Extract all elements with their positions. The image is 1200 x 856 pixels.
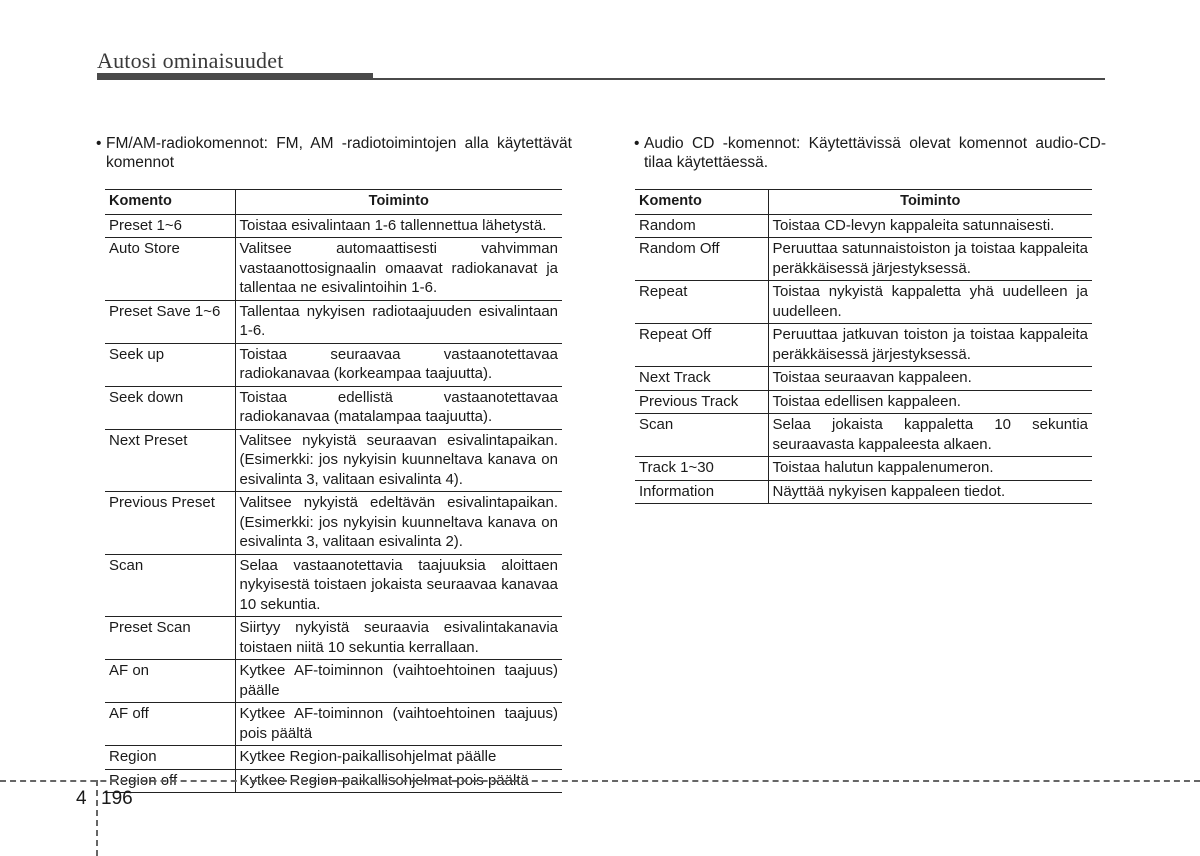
function-cell: Peruuttaa satunnaistoiston ja toistaa kappaleita peräkkäisessä järjestyksessä. xyxy=(768,238,1092,281)
command-cell: Next Track xyxy=(635,367,768,391)
fm-am-intro xyxy=(96,134,572,172)
table-row xyxy=(635,414,1092,457)
command-cell: Preset Scan xyxy=(105,617,235,660)
table-row xyxy=(635,238,1092,281)
function-cell: Kytkee AF-toiminnon (vaihtoehtoinen taajuus) pois päältä xyxy=(235,703,562,746)
header-rule-thick xyxy=(97,73,373,80)
command-cell: Repeat xyxy=(635,281,768,324)
command-cell: Preset 1~6 xyxy=(105,214,235,238)
chapter-number: 4 xyxy=(76,788,87,809)
function-cell: Valitsee nykyistä edeltävän esivalintapaikan. (Esimerkki: jos nykyisin kuunneltava kanava on esivalinta 3, valitaan esivalinta 2). xyxy=(235,492,562,555)
audio-cd-intro xyxy=(634,134,1106,172)
table-row xyxy=(105,617,562,660)
command-cell: Random Off xyxy=(635,238,768,281)
function-cell: Peruuttaa jatkuvan toiston ja toistaa kappaleita peräkkäisessä järjestyksessä. xyxy=(768,324,1092,367)
audio-cd-intro-text: Audio CD -komennot: Käytettävissä olevat komennot audio-CD-tilaa käytettäessä. xyxy=(644,135,1106,171)
command-cell: Preset Save 1~6 xyxy=(105,300,235,343)
command-cell: Information xyxy=(635,480,768,504)
command-cell: Random xyxy=(635,214,768,238)
command-cell: Scan xyxy=(105,554,235,617)
table-row xyxy=(105,386,562,429)
command-cell: Next Preset xyxy=(105,429,235,492)
command-cell: Seek down xyxy=(105,386,235,429)
column-header-command: Komento xyxy=(105,190,235,215)
function-cell: Selaa vastaanotettavia taajuuksia aloittaen nykyisestä toistaen jokaista seuraavaa kanavaa 10 sekuntia. xyxy=(235,554,562,617)
table-row xyxy=(105,492,562,555)
table-row xyxy=(105,214,562,238)
table-row xyxy=(105,343,562,386)
command-cell: AF on xyxy=(105,660,235,703)
function-cell: Selaa jokaista kappaletta 10 sekuntia seuraavasta kappaleesta alkaen. xyxy=(768,414,1092,457)
command-cell: Auto Store xyxy=(105,238,235,301)
table-row xyxy=(105,746,562,770)
command-cell: Repeat Off xyxy=(635,324,768,367)
column-header-function: Toiminto xyxy=(768,190,1092,215)
bullet-icon: • xyxy=(96,135,102,152)
fm-am-intro-text: FM/AM-radiokomennot: FM, AM -radiotoimintojen alla käytettävät komennot xyxy=(106,135,572,171)
table-row xyxy=(105,703,562,746)
table-row xyxy=(105,300,562,343)
command-cell: Seek up xyxy=(105,343,235,386)
function-cell: Toistaa seuraavaa vastaanotettavaa radiokanavaa (korkeampaa taajuutta). xyxy=(235,343,562,386)
table-row xyxy=(635,390,1092,414)
function-cell: Valitsee automaattisesti vahvimman vastaanottosignaalin omaavat radiokanavat ja tallentaa ne esivalintoihin 1-6. xyxy=(235,238,562,301)
function-cell: Toistaa edellistä vastaanotettavaa radiokanavaa (matalampaa taajuutta). xyxy=(235,386,562,429)
command-cell: Previous Track xyxy=(635,390,768,414)
command-cell: Track 1~30 xyxy=(635,457,768,481)
table-row xyxy=(635,367,1092,391)
table-row xyxy=(635,457,1092,481)
function-cell: Toistaa halutun kappalenumeron. xyxy=(768,457,1092,481)
function-cell: Tallentaa nykyisen radiotaajuuden esivalintaan 1-6. xyxy=(235,300,562,343)
command-cell: Region off xyxy=(105,769,235,793)
function-cell: Toistaa CD-levyn kappaleita satunnaisesti. xyxy=(768,214,1092,238)
command-cell: Scan xyxy=(635,414,768,457)
table-row xyxy=(105,660,562,703)
fm-am-commands-body xyxy=(105,214,562,793)
column-header-function: Toiminto xyxy=(235,190,562,215)
audio-cd-commands-body xyxy=(635,214,1092,504)
command-cell: Previous Preset xyxy=(105,492,235,555)
footer-dashed-divider xyxy=(96,780,98,856)
table-row xyxy=(635,214,1092,238)
table-row xyxy=(635,281,1092,324)
function-cell: Näyttää nykyisen kappaleen tiedot. xyxy=(768,480,1092,504)
footer-dashed-rule xyxy=(0,780,1200,782)
function-cell: Toistaa edellisen kappaleen. xyxy=(768,390,1092,414)
fm-am-commands-table xyxy=(105,189,562,793)
table-row xyxy=(635,324,1092,367)
bullet-icon: • xyxy=(634,135,640,152)
table-row xyxy=(105,429,562,492)
table-row xyxy=(105,238,562,301)
function-cell: Kytkee AF-toiminnon (vaihtoehtoinen taajuus) päälle xyxy=(235,660,562,703)
function-cell: Siirtyy nykyistä seuraavia esivalintakanavia toistaen niitä 10 sekuntia kerrallaan. xyxy=(235,617,562,660)
table-row xyxy=(105,554,562,617)
command-cell: Region xyxy=(105,746,235,770)
function-cell: Kytkee Region-paikallisohjelmat päälle xyxy=(235,746,562,770)
table-row xyxy=(635,480,1092,504)
function-cell: Toistaa nykyistä kappaletta yhä uudelleen ja uudelleen. xyxy=(768,281,1092,324)
command-cell: AF off xyxy=(105,703,235,746)
page-number: 196 xyxy=(101,788,133,809)
audio-cd-commands-table xyxy=(635,189,1092,504)
function-cell: Valitsee nykyistä seuraavan esivalintapaikan. (Esimerkki: jos nykyisin kuunneltava kanava on esivalinta 3, valitaan esivalinta 4). xyxy=(235,429,562,492)
column-header-command: Komento xyxy=(635,190,768,215)
page-header-title: Autosi ominaisuudet xyxy=(97,48,284,73)
header-rule-thin xyxy=(373,78,1105,80)
function-cell: Toistaa esivalintaan 1-6 tallennettua lähetystä. xyxy=(235,214,562,238)
function-cell: Toistaa seuraavan kappaleen. xyxy=(768,367,1092,391)
function-cell: Kytkee Region-paikallisohjelmat pois päältä xyxy=(235,769,562,793)
